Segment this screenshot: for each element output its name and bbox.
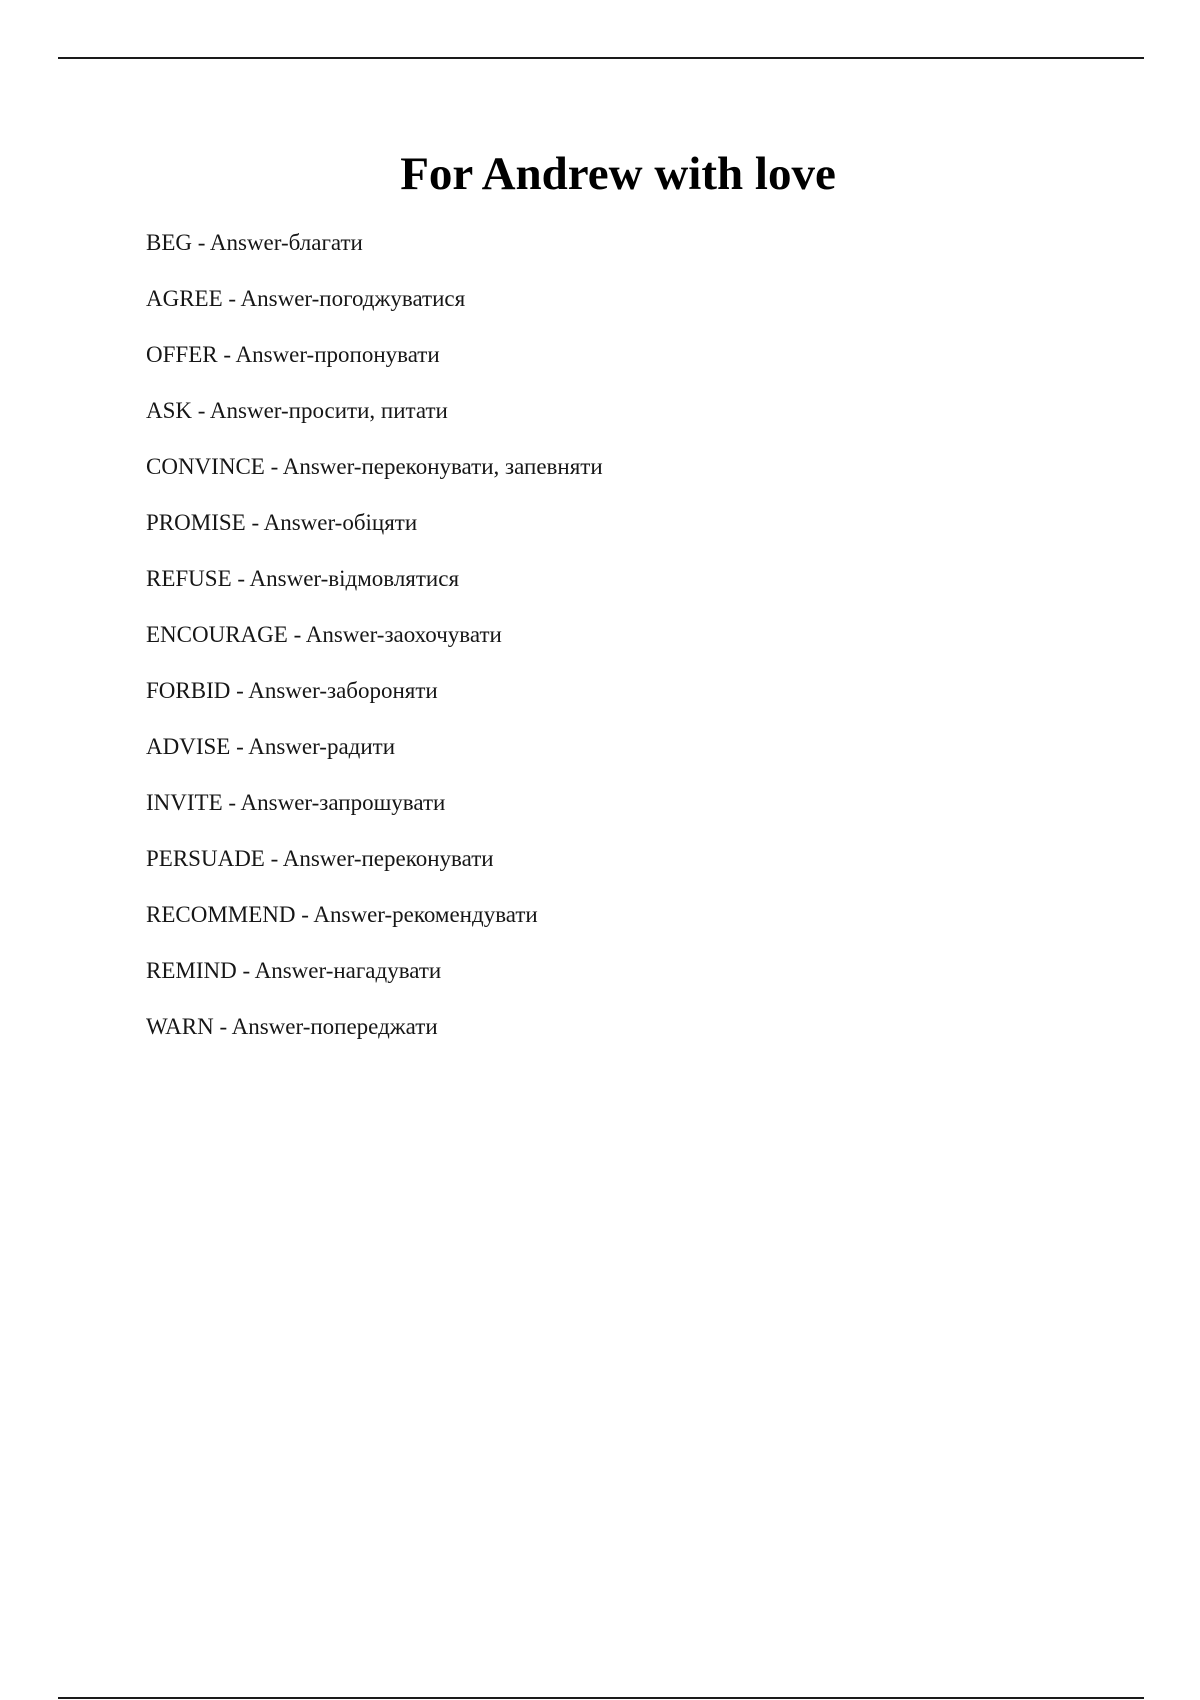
header-rule xyxy=(58,57,1144,59)
list-item: PERSUADE - Answer-переконувати xyxy=(146,846,494,871)
footer-rule xyxy=(58,1697,1144,1699)
list-item: REFUSE - Answer-відмовлятися xyxy=(146,566,460,591)
list-item: ASK - Answer-просити, питати xyxy=(146,398,448,423)
page-title: For Andrew with love xyxy=(400,148,836,200)
list-item: INVITE - Answer-запрошувати xyxy=(146,790,446,815)
list-item: PROMISE - Answer-обіцяти xyxy=(146,510,418,535)
list-item: ADVISE - Answer-радити xyxy=(146,734,396,759)
list-item: FORBID - Answer-забороняти xyxy=(146,678,438,703)
list-item: REMIND - Answer-нагадувати xyxy=(146,958,442,983)
list-item: RECOMMEND - Answer-рекомендувати xyxy=(146,902,538,927)
list-item: BEG - Answer-благати xyxy=(146,230,363,255)
list-item: WARN - Answer-попереджати xyxy=(146,1014,438,1039)
list-item: ENCOURAGE - Answer-заохочувати xyxy=(146,622,502,647)
list-item: CONVINCE - Answer-переконувати, запевняти xyxy=(146,454,603,479)
list-item: AGREE - Answer-погоджуватися xyxy=(146,286,466,311)
list-item: OFFER - Answer-пропонувати xyxy=(146,342,440,367)
vocabulary-list xyxy=(146,228,603,1068)
